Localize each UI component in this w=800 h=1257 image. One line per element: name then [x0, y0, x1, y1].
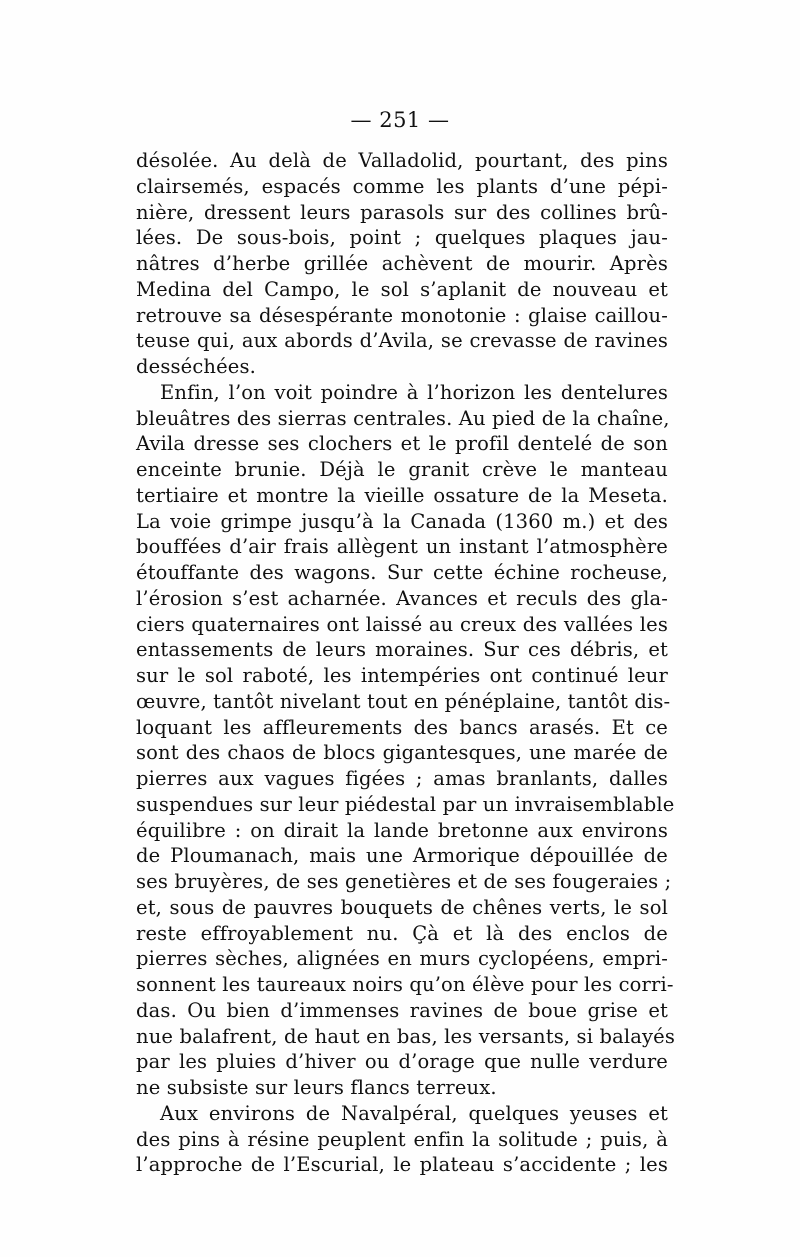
text-line-13: enceinte brunie. Déjà le granit crève le manteau	[136, 458, 668, 481]
text-line-16: bouffées d’air frais allègent un instant l’atmosphère	[136, 535, 668, 559]
text-line-20: entassements de leurs moraines. Sur ces débris, et	[136, 638, 668, 662]
text-line-02: clairsemés, espacés comme les plants d’une pépi-	[136, 174, 668, 198]
text-line-05: nâtres d’herbe grillée achèvent de mourir. Après	[136, 252, 668, 275]
text-line-19: ciers quaternaires ont laissé au creux des vallées les	[136, 612, 668, 636]
text-line-38: Aux environs de Navalpéral, quelques yeuses et	[160, 1101, 668, 1125]
text-line-03: nière, dressent leurs parasols sur des collines brû-	[136, 200, 668, 224]
text-line-06: Medina del Campo, le sol s’aplanit de nouveau et	[136, 277, 668, 301]
text-line-14: tertiaire et montre la vieille ossature de la Meseta.	[136, 483, 668, 507]
page-number: — 251 —	[350, 108, 450, 132]
text-line-35: nue balafrent, de haut en bas, les versants, si balayés	[136, 1024, 676, 1048]
text-line-08: teuse qui, aux abords d’Avila, se crevasse de ravines	[136, 329, 668, 353]
text-line-27: équilibre : on dirait la lande bretonne aux environs	[136, 818, 668, 842]
text-line-22: œuvre, tantôt nivelant tout en pénéplaine, tantôt dis-	[136, 689, 671, 713]
text-line-21: sur le sol raboté, les intempéries ont continué leur	[136, 664, 668, 687]
text-line-18: l’érosion s’est acharnée. Avances et reculs des gla-	[136, 586, 668, 610]
text-line-39: des pins à résine peuplent enfin la solitude ; puis, à	[136, 1127, 668, 1151]
text-line-09: desséchées.	[136, 355, 256, 378]
page-body-text	[136, 148, 676, 1178]
text-line-23: loquant les affleurements des bancs arasés. Et ce	[136, 715, 668, 739]
text-line-34: das. Ou bien d’immenses ravines de boue grise et	[136, 998, 668, 1022]
text-line-25: pierres aux vagues figées ; amas branlants, dalles	[136, 767, 668, 790]
text-line-26: suspendues sur leur piédestal par un invraisemblable	[136, 792, 675, 816]
text-line-15: La voie grimpe jusqu’à la Canada (1360 m.) et des	[136, 509, 668, 533]
text-line-24: sont des chaos de blocs gigantesques, une marée de	[136, 741, 668, 765]
text-line-33: sonnent les taureaux noirs qu’on élève pour les corri-	[136, 973, 674, 996]
text-line-32: pierres sèches, alignées en murs cyclopéens, empri-	[136, 947, 668, 971]
text-line-04: lées. De sous-bois, point ; quelques plaques jau-	[136, 226, 668, 250]
text-line-28: de Ploumanach, mais une Armorique dépouillée de	[136, 844, 668, 868]
text-line-29: ses bruyères, de ses genetières et de ses fougeraies ;	[136, 870, 672, 893]
text-line-17: étouffante des wagons. Sur cette échine rocheuse,	[136, 561, 668, 584]
text-line-40: l’approche de l’Escurial, le plateau s’accidente ; les	[136, 1153, 668, 1177]
text-line-10: Enfin, l’on voit poindre à l’horizon les dentelures	[160, 380, 668, 404]
text-line-30: et, sous de pauvres bouquets de chênes verts, le sol	[136, 895, 668, 919]
text-line-01: désolée. Au delà de Valladolid, pourtant, des pins	[136, 149, 668, 172]
text-line-07: retrouve sa désespérante monotonie : glaise caillou-	[136, 303, 668, 327]
text-line-31: reste effroyablement nu. Çà et là des enclos de	[136, 921, 668, 945]
text-line-37: ne subsiste sur leurs flancs terreux.	[136, 1076, 497, 1099]
text-line-12: Avila dresse ses clochers et le profil dentelé de son	[136, 432, 668, 456]
text-line-11: bleuâtres des sierras centrales. Au pied de la chaîne,	[136, 406, 670, 430]
text-line-36: par les pluies d’hiver ou d’orage que nulle verdure	[136, 1050, 668, 1074]
